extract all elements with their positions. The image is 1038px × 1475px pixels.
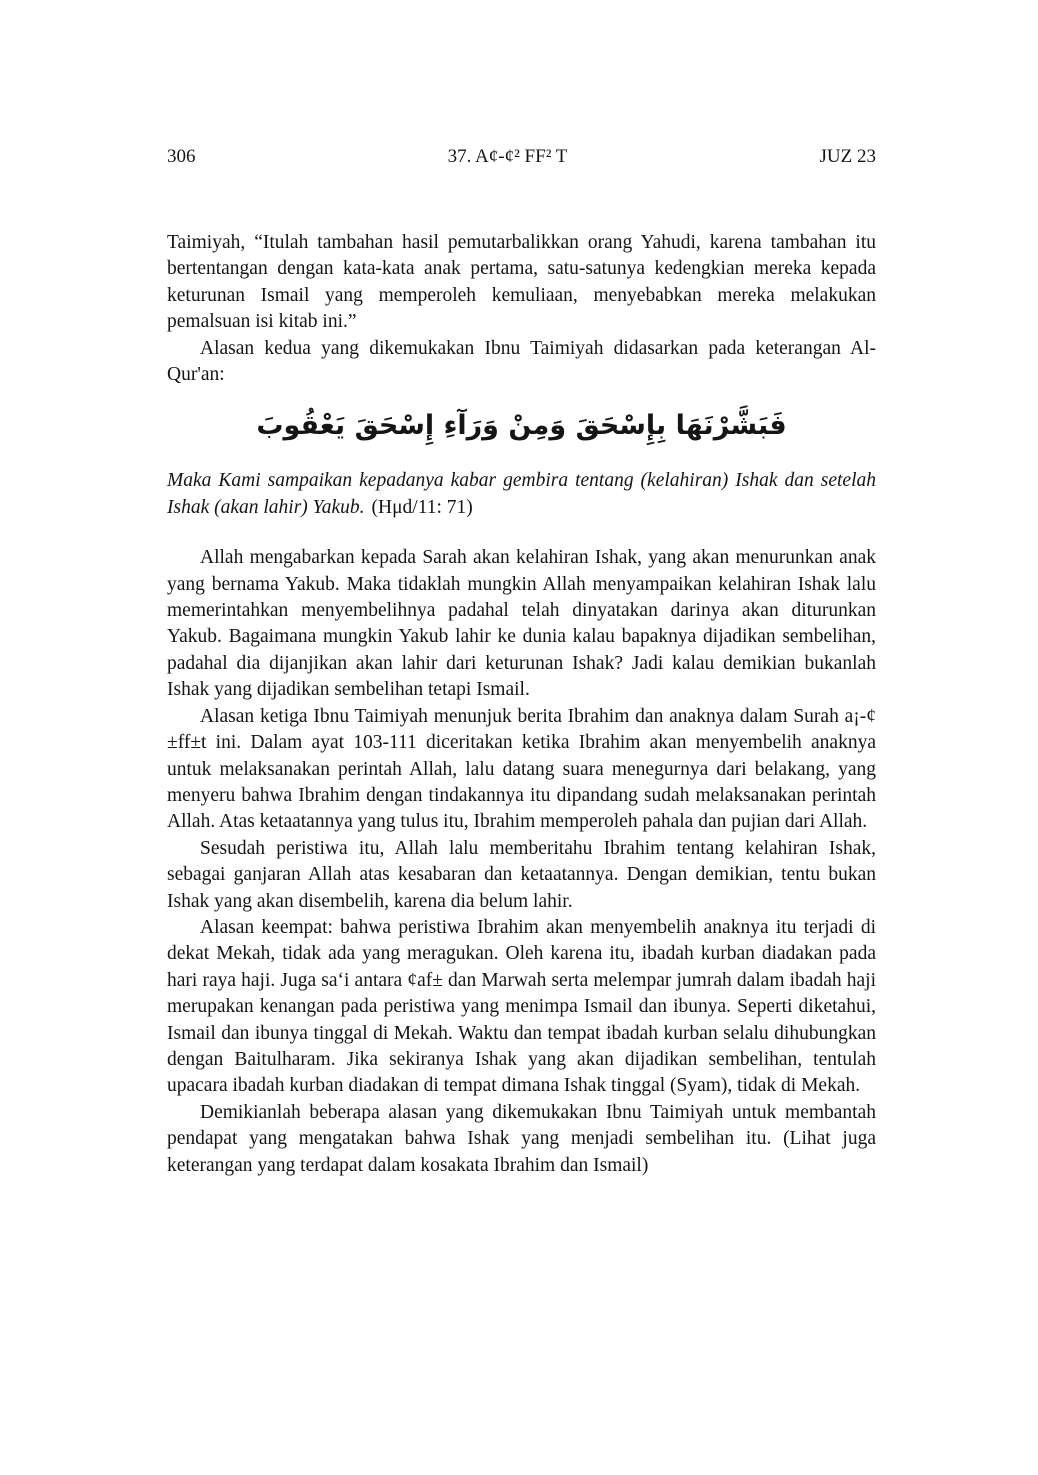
paragraph-allah-mengabarkan: Allah mengabarkan kepada Sarah akan kelahiran Ishak, yang akan menurunkan anak yang bernama Yakub. Maka tidaklah mungkin Allah menyampaikan kelahiran Ishak lalu memerintahkan menyembelihnya padahal telah dinyatakan darinya akan diturunkan Yakub. Bagaimana mungkin Yakub lahir ke dunia kalau bapaknya dijadikan sembelihan, padahal dia dijanjikan akan lahir dari keturunan Ishak? Jadi kalau demikian bukanlah Ishak yang dijadikan sembelihan tetapi Ismail. (167, 547, 876, 701)
paragraph-alasan-ketiga: Alasan ketiga Ibnu Taimiyah menunjuk berita Ibrahim dan anaknya dalam Surah a¡-¢±ff±t ini. Dalam ayat 103-111 diceritakan ketika Ibrahim akan menyembelih anaknya untuk melaksanakan perintah Allah, lalu datang suara menegurnya dari belakang, yang menyeru bahwa Ibrahim dengan tindakannya itu dipandang sudah melaksanakan perintah Allah. Atas ketaatannya yang tulus itu, Ibrahim memperoleh pahala dan pujian dari Allah. (167, 705, 876, 833)
paragraph-taimiyah-quote: Taimiyah, “Itulah tambahan hasil pemutarbalikkan orang Yahudi, karena tambahan itu bertentangan dengan kata-kata anak pertama, satu-satunya kedengkian mereka kepada keturunan Ismail yang memperoleh kemuliaan, menyebabkan mereka melakukan pemalsuan isi kitab ini.” (167, 232, 876, 333)
page-body (167, 230, 876, 1179)
paragraph-demikianlah: Demikianlah beberapa alasan yang dikemukakan Ibnu Taimiyah untuk membantah pendapat yang mengatakan bahwa Ishak yang menjadi sembelihan itu. (Lihat juga keterangan yang terdapat dalam kosakata Ibrahim dan Ismail) (167, 1101, 876, 1176)
paragraph-alasan-keempat: Alasan keempat: bahwa peristiwa Ibrahim akan menyembelih anaknya itu terjadi di dekat Mekah, tidak ada yang meragukan. Oleh karena itu, ibadah kurban diadakan pada hari raya haji. Juga sa‘i antara ¢af± dan Marwah serta melempar jumrah dalam ibadah haji merupakan kenangan pada peristiwa yang menimpa Ismail dan ibunya. Seperti diketahui, Ismail dan ibunya tinggal di Mekah. Waktu dan tempat ibadah kurban selalu dihubungkan dengan Baitulharam. Jika sekiranya Ishak yang akan dijadikan sembelihan, tentulah upacara ibadah kurban diadakan di tempat dimana Ishak tinggal (Syam), tidak di Mekah. (167, 916, 876, 1097)
translation-text: Maka Kami sampaikan kepadanya kabar gembira tentang (kelahiran) Ishak dan setelah Ishak (akan lahir) Yakub. (167, 470, 876, 518)
paragraph-sesudah-peristiwa: Sesudah peristiwa itu, Allah lalu memberitahu Ibrahim tentang kelahiran Ishak, sebagai ganjaran Allah atas kesabaran dan ketaatannya. Dengan demikian, tentu bukan Ishak yang akan disembelih, karena dia belum lahir. (167, 837, 876, 912)
page-number: 306 (167, 146, 196, 167)
juz-label: JUZ 23 (819, 146, 876, 167)
verse-translation (167, 468, 876, 521)
paragraph-alasan-kedua: Alasan kedua yang dikemukakan Ibnu Taimiyah didasarkan pada keterangan Al-Qur'an: (167, 337, 876, 386)
chapter-title: 37. A¢-¢² FF² T (447, 146, 568, 167)
arabic-verse: فَبَشَّرْنَهَا بِإِسْحَقَ وَمِنْ وَرَآءِ إِسْحَقَ يَعْقُوبَ (256, 410, 787, 442)
verse-reference: (Hμd/11: 71) (371, 496, 473, 518)
page-header (167, 146, 876, 168)
